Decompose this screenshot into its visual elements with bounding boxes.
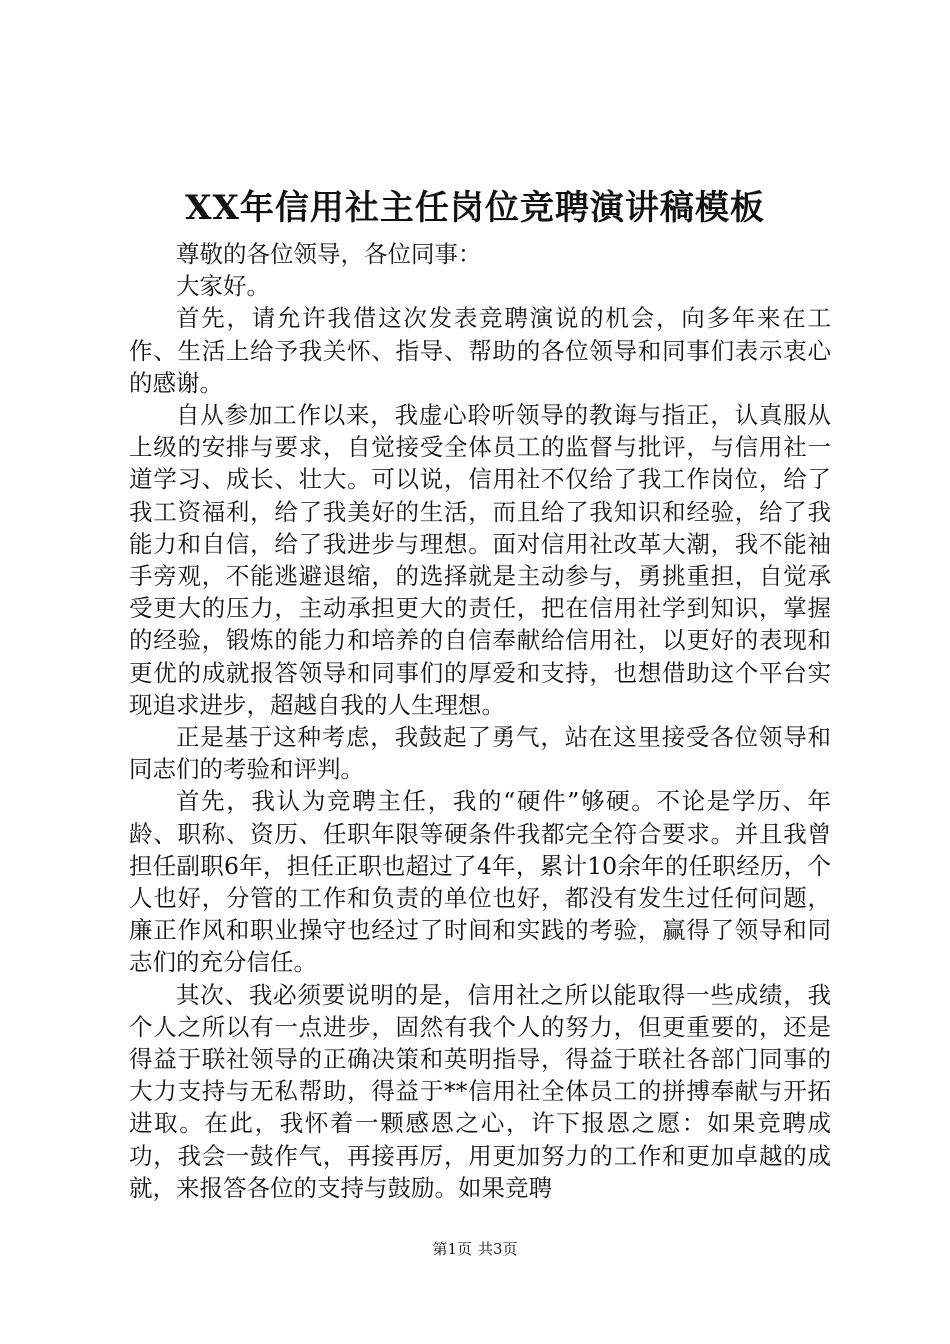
document-body [129, 238, 831, 1204]
salutation: 尊敬的各位领导，各位同事： [176, 240, 482, 268]
paragraph-career: 自从参加工作以来，我虚心聆听领导的教诲与指正，认真服从上级的安排与要求，自觉接受全体员工的监督与批评，与信用社一道学习、成长、壮大。可以说，信用社不仅给了我工作岗位，给了我工资福利，给了我美好的生活，而且给了我知识和经验，给了我能力和自信，给了我进步与理想。面对信用社改革大潮，我不能袖手旁观，不能逃避退缩，的选择就是主动参与，勇挑重担，自觉承受更大的压力，主动承担更大的责任，把在信用社学到知识，掌握的经验，锻炼的能力和培养的自信奉献给信用社，以更好的表现和更优的成就报答领导和同事们的厚爱和支持，也想借助这个平台实现追求进步，超越自我的人生理想。 [129, 401, 831, 719]
paragraph-gratitude: 其次、我必须要说明的是，信用社之所以能取得一些成绩，我个人之所以有一点进步，固然有我个人的努力，但更重要的，还是得益于联社领导的正确决策和英明指导，得益于联社各部门同事的大力支持与无私帮助，得益于**信用社全体员工的拼搏奉献与开拓进取。在此，我怀着一颗感恩之心，许下报恩之愿：如果竞聘成功，我会一鼓作气，再接再厉，用更加努力的工作和更加卓越的成就，来报答各位的支持与鼓励。如果竞聘 [129, 980, 831, 1202]
paragraph-motivation: 正是基于这种考虑，我鼓起了勇气，站在这里接受各位领导和同志们的考验和评判。 [129, 723, 831, 784]
page-number: 第1页 [432, 1240, 472, 1258]
paragraph-thanks: 首先，请允许我借这次发表竞聘演说的机会，向多年来在工作、生活上给予我关怀、指导、帮助的各位领导和同事们表示衷心的感谢。 [129, 304, 831, 397]
document-title: XX年信用社主任岗位竞聘演讲稿模板 [185, 188, 765, 228]
page-total: 共3页 [478, 1240, 518, 1258]
page-footer [0, 1238, 950, 1260]
paragraph-qualifications: 首先，我认为竞聘主任，我的“硬件”够硬。不论是学历、年龄、职称、资历、任职年限等硬条件我都完全符合要求。并且我曾担任副职6年，担任正职也超过了4年，累计10余年的任职经历，个人也好，分管的工作和负责的单位也好，都没有发生过任何问题，廉正作风和职业操守也经过了时间和实践的考验，赢得了领导和同志们的充分信任。 [129, 787, 831, 977]
greeting: 大家好。 [176, 272, 270, 301]
